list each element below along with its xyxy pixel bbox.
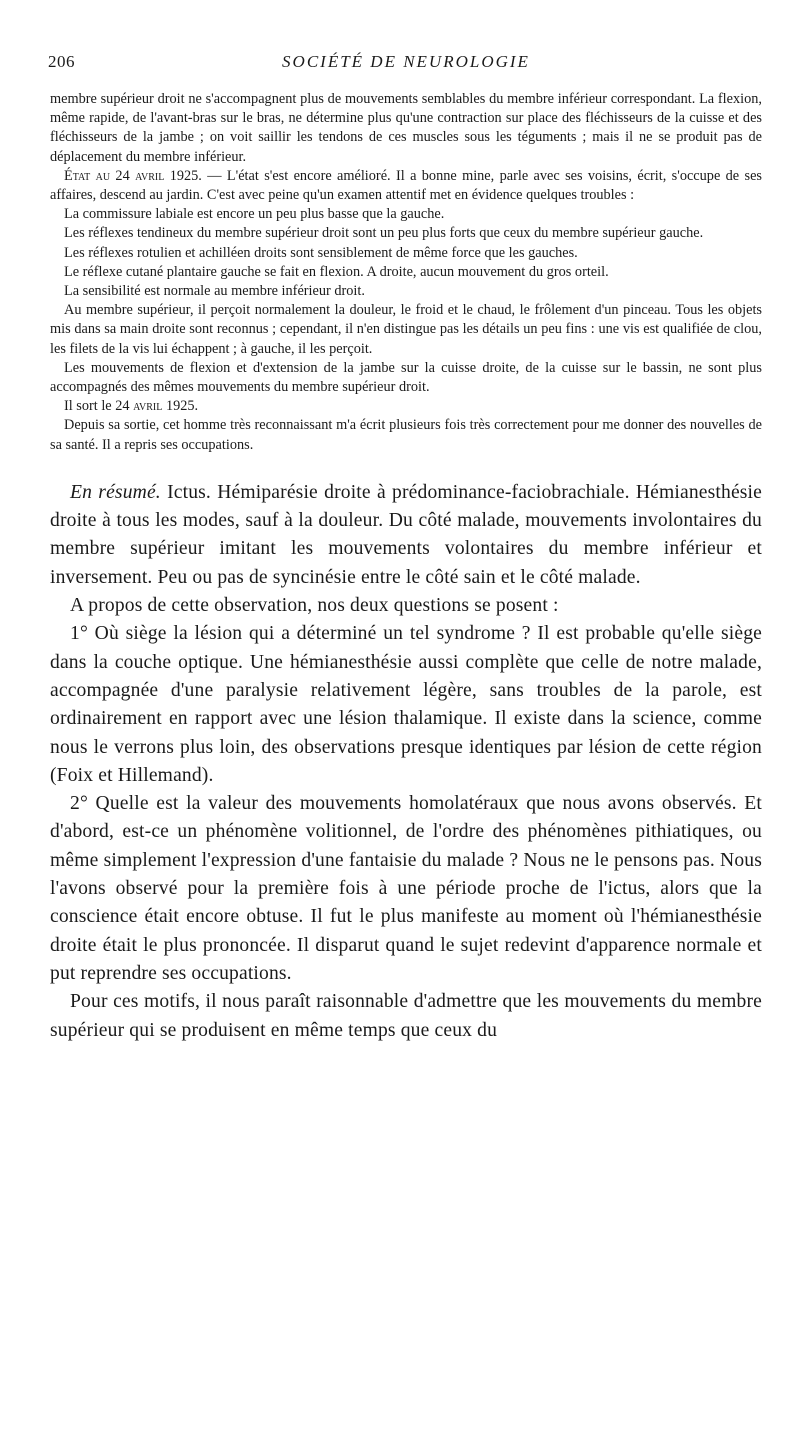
date-text: 24 avril 1925. (115, 398, 199, 415)
paragraph: 1° Où siège la lésion qui a déterminé un tel syndrome ? Il est probable qu'elle siège dans la couche optique. Une hémianesthésie aussi complète que celle de notre malade, accompagnée d'une paralysie relativement légère, sans troubles de la parole, est ordinairement en rapport avec une lésion thalamique. Il existe dans la science, comme nous le verrons plus loin, des observations presque identiques par lésion de cette région (Foix et Hillemand). (50, 623, 762, 786)
paragraph: Au membre supérieur, il perçoit normalement la douleur, le froid et le chaud, le frôlement d'un pinceau. Tous les objets mis dans sa main droite sont reconnus ; cependant, il n'en distingue pas les détails un peu fins : une vis est qualifiée de clou, les filets de la vis lui échappent ; à gauche, il les perçoit. (50, 302, 762, 357)
paragraph: membre supérieur droit ne s'accompagnent plus de mouvements semblables du membre inférieur correspondant. La flexion, même rapide, de l'avant-bras sur le bras, ne détermine plus qu'une contraction sur place des fléchisseurs de la cuisse et des fléchisseurs de la jambe ; on voit saillir les tendons de ces muscles sous les téguments ; mais il ne se produit pas de déplacement du membre inférieur. (50, 91, 762, 165)
paragraph (50, 167, 762, 205)
paragraph-text: — L'état s'est encore amélioré. Il a bonne mine, parle avec ses voisins, écrit, s'occupe de ses affaires, descend au jardin. C'est avec peine qu'un examen attentif met en évidence quelques troubles : (50, 167, 762, 204)
observation-section (50, 90, 762, 455)
paragraph: Les réflexes tendineux du membre supérieur droit sont un peu plus forts que ceux du membre supérieur gauche. (64, 225, 704, 242)
date-heading: État au 24 avril 1925. (64, 167, 202, 184)
paragraph: 2° Quelle est la valeur des mouvements homolatéraux que nous avons observés. Et d'abord, est-ce un phénomène volitionnel, de l'ordre des phénomènes pithiatiques, ou même simplement l'expression d'une fantaisie du malade ? Nous ne le pensons pas. Nous l'avons observé pour la première fois à une période proche de l'ictus, alors que la conscience était encore obtuse. Il fut le plus manifeste au moment où l'hémianesthésie droite était le plus prononcée. Il disparut quand le sujet redevint d'apparence normale et put reprendre ses occupations. (50, 793, 762, 984)
paragraph: Les réflexes rotulien et achilléen droits sont sensiblement de même force que les gauches. (64, 244, 578, 261)
paragraph: La commissure labiale est encore un peu plus basse que la gauche. (64, 206, 445, 223)
paragraph (50, 397, 762, 416)
document-page (50, 52, 762, 1045)
page-number: 206 (48, 52, 75, 71)
paragraph: Depuis sa sortie, cet homme très reconnaissant m'a écrit plusieurs fois très correctement pour me donner des nouvelles de sa santé. Il a repris ses occupations. (50, 417, 762, 453)
paragraph: La sensibilité est normale au membre inférieur droit. (64, 283, 365, 300)
summary-label: En résumé. (70, 481, 161, 503)
summary-paragraph (50, 479, 762, 592)
summary-text: Ictus. Hémiparésie droite à prédominance-faciobrachiale. Hémianesthésie droite à tous les modes, sauf à la douleur. Du côté malade, mouvements involontaires du membre supérieur imitant les mouvements volontaires du membre inférieur et inversement. Peu ou pas de syncinésie entre le côté sain et le côté malade. (50, 481, 763, 588)
discussion-section (50, 479, 762, 1045)
page-header (50, 52, 762, 80)
paragraph: Les mouvements de flexion et d'extension de la jambe sur la cuisse droite, de la cuisse sur le bassin, ne sont plus accompagnés des mêmes mouvements du membre supérieur droit. (50, 359, 762, 396)
paragraph: Pour ces motifs, il nous paraît raisonnable d'admettre que les mouvements du membre supérieur qui se produisent en même temps que ceux du (50, 991, 762, 1041)
paragraph: A propos de cette observation, nos deux questions se posent : (70, 595, 559, 617)
paragraph-text: Il sort le (64, 398, 116, 415)
running-title: SOCIÉTÉ DE NEUROLOGIE (282, 52, 530, 71)
paragraph: Le réflexe cutané plantaire gauche se fait en flexion. A droite, aucun mouvement du gros orteil. (64, 263, 609, 280)
